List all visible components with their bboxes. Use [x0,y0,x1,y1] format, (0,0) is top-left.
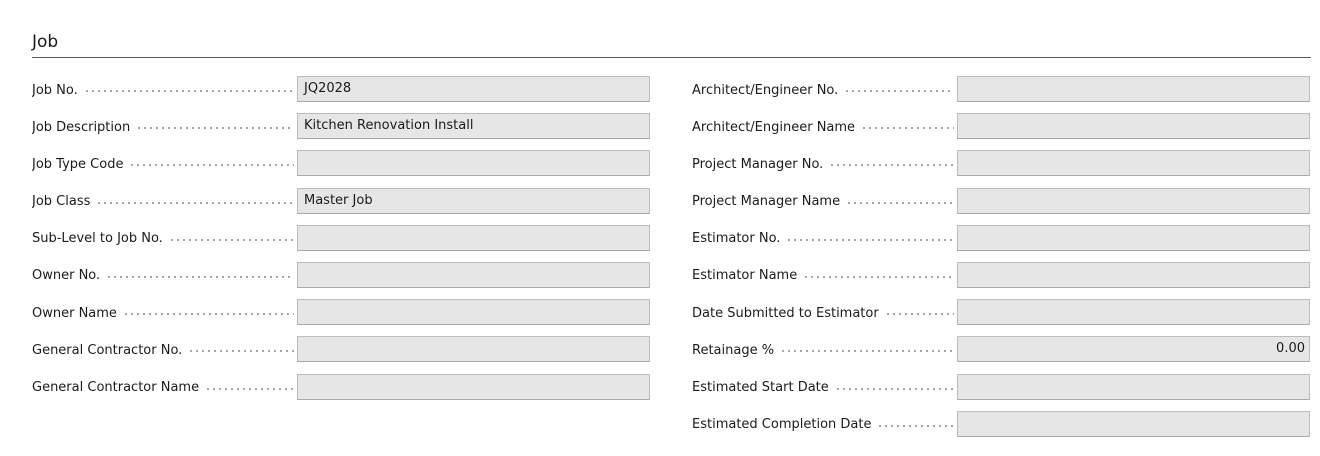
label-wrap [32,113,294,141]
field-label-architect-engineer-name: Architect/Engineer Name [692,119,856,135]
job-class-input[interactable]: Master Job [297,188,650,214]
field-label-project-manager-name: Project Manager Name [692,194,841,210]
architect-engineer-no-input[interactable] [957,76,1310,102]
field-label-sub-level-job-no: Sub-Level to Job No. [32,231,163,247]
label-wrap [32,262,294,290]
field-label-estimated-completion-date: Estimated Completion Date [692,417,872,433]
label-wrap [692,76,954,104]
general-contractor-no-input[interactable] [297,336,650,362]
field-label-general-contractor-no: General Contractor No. [32,342,183,358]
date-submitted-to-estimator-input[interactable] [957,299,1310,325]
leader-dots [188,350,294,352]
label-wrap [692,262,954,290]
leader-dots [96,202,294,204]
label-wrap [32,299,294,327]
field-label-job-description: Job Description [32,119,131,135]
leader-dots [861,127,954,129]
estimated-completion-date-input[interactable] [957,411,1310,437]
field-label-general-contractor-name: General Contractor Name [32,380,200,395]
label-wrap [32,374,294,402]
label-wrap [692,150,954,178]
leader-dots [844,90,954,92]
field-label-owner-name: Owner Name [32,305,117,321]
field-row-date-submitted-to-estimator [692,299,1312,327]
right-column [692,76,1312,448]
leader-dots [136,127,294,129]
leader-dots [786,239,954,241]
leader-dots [106,276,294,278]
label-wrap [32,188,294,216]
field-label-project-manager-no: Project Manager No. [692,156,824,172]
leader-dots [205,388,294,390]
field-row-estimated-completion-date [692,411,1312,439]
sub-level-job-no-input[interactable] [297,225,650,251]
field-label-job-no: Job No. [32,82,78,98]
field-row-estimator-name [692,262,1312,290]
label-wrap [692,411,954,439]
field-label-job-class: Job Class [32,194,91,210]
leader-dots [803,276,954,278]
field-label-job-type-code: Job Type Code [32,156,124,172]
job-type-code-input[interactable] [297,150,650,176]
label-wrap [692,113,954,141]
field-label-estimated-start-date: Estimated Start Date [692,380,829,395]
leader-dots [885,313,954,315]
retainage-percent-input[interactable]: 0.00 [957,336,1310,362]
leader-dots [829,164,954,166]
field-row-architect-engineer-no [692,76,1312,104]
field-row-project-manager-no [692,150,1312,178]
label-wrap [692,336,954,364]
field-row-sub-level-job-no [32,225,652,253]
architect-engineer-name-input[interactable] [957,113,1310,139]
field-row-retainage-percent [692,336,1312,364]
label-wrap [32,225,294,253]
field-row-estimated-start-date [692,374,1312,402]
estimator-no-input[interactable] [957,225,1310,251]
field-row-general-contractor-no [32,336,652,364]
field-row-owner-no [32,262,652,290]
field-row-estimator-no [692,225,1312,253]
leader-dots [780,350,954,352]
field-label-architect-engineer-no: Architect/Engineer No. [692,82,839,98]
estimator-name-input[interactable] [957,262,1310,288]
field-row-architect-engineer-name [692,113,1312,141]
field-label-owner-no: Owner No. [32,268,101,284]
field-label-estimator-name: Estimator Name [692,268,798,284]
project-manager-no-input[interactable] [957,150,1310,176]
leader-dots [129,164,294,166]
field-row-job-no [32,76,652,104]
label-wrap [692,374,954,402]
field-row-project-manager-name [692,188,1312,216]
label-wrap [692,225,954,253]
owner-no-input[interactable] [297,262,650,288]
field-row-job-description [32,113,652,141]
field-row-job-class [32,188,652,216]
field-row-general-contractor-name [32,374,652,402]
section-title: Job [32,32,59,52]
field-label-date-submitted-to-estimator: Date Submitted to Estimator [692,305,879,321]
section-header-job [32,31,1311,58]
field-row-owner-name [32,299,652,327]
leader-dots [846,202,954,204]
leader-dots [835,388,954,390]
leader-dots [84,90,294,92]
leader-dots [123,313,294,315]
general-contractor-name-input[interactable] [297,374,650,400]
label-wrap [32,150,294,178]
label-wrap [32,336,294,364]
leader-dots [169,239,294,241]
label-wrap [692,188,954,216]
job-description-input[interactable]: Kitchen Renovation Install [297,113,650,139]
left-column [32,76,652,411]
field-label-retainage-percent: Retainage % [692,342,775,358]
field-label-estimator-no: Estimator No. [692,231,781,247]
estimated-start-date-input[interactable] [957,374,1310,400]
project-manager-name-input[interactable] [957,188,1310,214]
label-wrap [32,76,294,104]
field-row-job-type-code [32,150,652,178]
label-wrap [692,299,954,327]
owner-name-input[interactable] [297,299,650,325]
leader-dots [877,425,954,427]
job-no-input[interactable]: JQ2028 [297,76,650,102]
